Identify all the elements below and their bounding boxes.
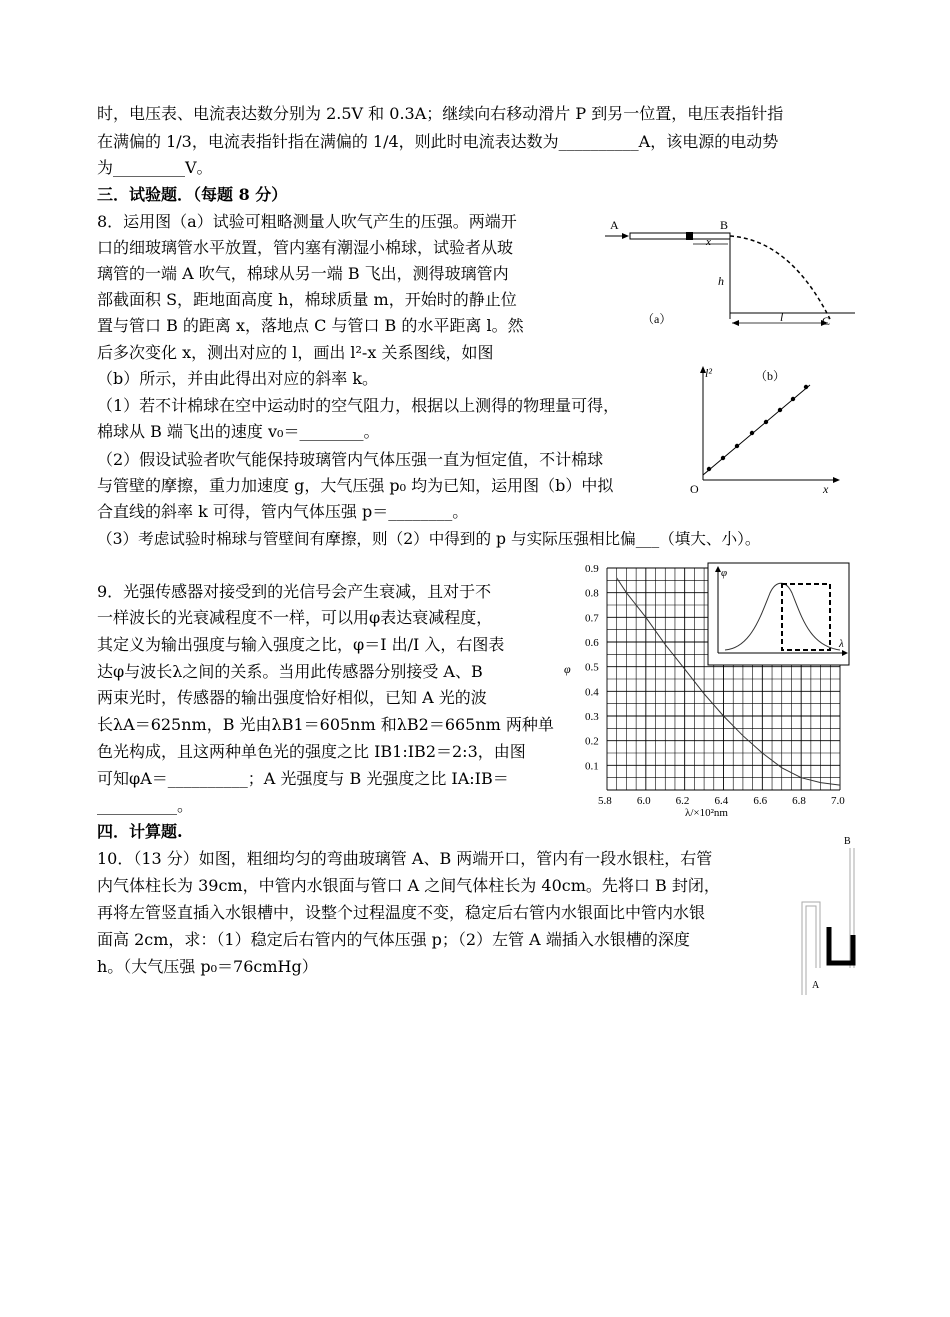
- q9-line-7: 色光构成，且这两种单色光的强度之比 IB1:IB2＝2:3，由图: [97, 742, 526, 761]
- intro-line-1: 时，电压表、电流表达数分别为 2.5V 和 0.3A；继续向右移动滑片 P 到另一位置，电压表指针指: [97, 104, 784, 123]
- x-tick-label: 6.6: [753, 795, 768, 807]
- x-tick-label: 6.0: [636, 795, 651, 807]
- y-tick-label: 0.7: [585, 612, 599, 625]
- y-tick-label: 0.5: [585, 661, 599, 674]
- glass-tube: [630, 233, 730, 239]
- fig-a-label-A: A: [610, 218, 619, 232]
- q9-chart: [560, 558, 860, 820]
- q9-line-3: 其定义为输出强度与输入强度之比，φ＝I 出/I 入，右图表: [97, 635, 505, 654]
- q8-line-6: 后多次变化 x，测出对应的 l，画出 l²-x 关系图线，如图: [97, 343, 494, 362]
- q8-part3: （3）考虑试验时棉球与管壁间有摩擦，则（2）中得到的 p 与实际压强相比偏___（填大、小）。: [97, 530, 761, 548]
- q9-line-9: __________。: [97, 796, 194, 815]
- fig-a-caption: （a）: [642, 312, 672, 326]
- tube-label-A: A: [812, 980, 820, 991]
- cotton-ball: [686, 232, 693, 240]
- q8-part2-line-a: （2）假设试验者吹气能保持玻璃管内气体压强一直为恒定值，不计棉球: [97, 450, 604, 469]
- y-tick-label: 0.6: [585, 637, 599, 649]
- l-arrow-left-icon: [732, 320, 739, 326]
- fig-b-point: [791, 397, 795, 401]
- y-tick-label: 0.8: [585, 587, 599, 600]
- q10-line-2: 内气体柱长为 39cm，中管内水银面与管口 A 之间气体柱长为 40cm。先将口 B 封闭，: [97, 876, 720, 895]
- q8-part2-line-b: 与管壁的摩擦，重力加速度 g，大气压强 p₀ 均为已知，运用图（b）中拟: [97, 476, 614, 495]
- intro-line-3: 为_________V。: [97, 158, 213, 177]
- fig-b-point: [750, 431, 754, 435]
- figure-b: [685, 365, 845, 497]
- arrow-head-icon: [622, 233, 629, 239]
- q10-line-5: h。（大气压强 p₀＝76cmHg）: [97, 957, 318, 976]
- section-3-heading: 三．试验题．（每题 8 分）: [97, 185, 288, 204]
- fig-b-xlabel: x: [823, 482, 829, 496]
- x-tick-label: 6.8: [792, 795, 806, 807]
- inset-ylabel: φ: [721, 567, 728, 579]
- q10-line-3: 再将左管竖直插入水银槽中，设整个过程温度不变，稳定后右管内水银面比中管内水银: [97, 903, 706, 922]
- y-tick-label: 0.9: [585, 563, 599, 575]
- q10-line-1: 10．（13 分）如图，粗细均匀的弯曲玻璃管 A、B 两端开口，管内有一段水银柱，右管: [97, 849, 713, 868]
- q8-part2-line-c: 合直线的斜率 k 可得，管内气体压强 p＝________。: [97, 502, 469, 521]
- y-tick-label: 0.4: [585, 686, 599, 699]
- inset-xlabel: λ: [839, 638, 844, 650]
- tube-label-B: B: [844, 836, 851, 847]
- y-tick-label: 0.2: [585, 735, 599, 748]
- y-tick-label: 0.1: [585, 760, 599, 773]
- q10-tube-figure: [800, 830, 870, 1000]
- q8-line-7: （b）所示，并由此得出对应的斜率 k。: [97, 369, 379, 388]
- fig-a-label-h: h: [718, 274, 724, 288]
- fig-b-caption: （b）: [755, 369, 786, 383]
- q9-line-6: 长λA＝625nm，B 光由λB1＝605nm 和λB2＝665nm 两种单: [97, 715, 554, 734]
- q8-line-2: 口的细玻璃管水平放置，管内塞有潮湿小棉球，试验者从玻: [97, 238, 514, 257]
- x-tick-label: 6.2: [675, 795, 690, 807]
- q9-line-4: 达φ与波长λ之间的关系。当用此传感器分别接受 A、B: [97, 662, 483, 681]
- fig-b-x-arrow-icon: [833, 477, 840, 483]
- x-tick-label: 6.4: [714, 795, 729, 807]
- fig-a-label-C: C: [822, 314, 831, 328]
- chart-ylabel: φ: [564, 662, 571, 676]
- section-4-heading: 四．计算题.: [97, 822, 183, 841]
- q8-line-1: 8．运用图（a）试验可粗略测量人吹气产生的压强。两端开: [97, 212, 517, 231]
- fig-b-point: [764, 420, 768, 424]
- q9-line-1: 9．光强传感器对接受到的光信号会产生衰减，且对于不: [97, 582, 492, 601]
- fig-b-ylabel: l²: [705, 366, 712, 380]
- trajectory-curve: [730, 236, 830, 319]
- q9-line-2: 一样波长的光衰减程度不一样，可以用φ表达衰减程度，: [97, 608, 493, 627]
- fig-a-label-x: x: [706, 236, 711, 248]
- q8-part1-line-a: （1）若不计棉球在空中运动时的空气阻力，根据以上测得的物理量可得，: [97, 396, 620, 415]
- fig-b-point: [778, 408, 782, 412]
- fig-b-point: [721, 456, 725, 460]
- fig-b-point: [707, 467, 711, 471]
- chart-inset: [708, 563, 849, 665]
- intro-line-2: 在满偏的 1/3，电流表指针指在满偏的 1/4，则此时电流表达数为__________A，该电源的电动势: [97, 132, 779, 151]
- q8-line-3: 璃管的一端 A 吹气，棉球从另一端 B 飞出，测得玻璃管内: [97, 264, 509, 283]
- q8-line-4: 部截面积 S，距地面高度 h，棉球质量 m，开始时的静止位: [97, 290, 517, 309]
- fig-a-label-B: B: [720, 218, 729, 232]
- q9-line-8: 可知φA＝__________；A 光强度与 B 光强度之比 IA:IB＝: [97, 769, 509, 788]
- fig-b-origin: O: [690, 482, 699, 496]
- q10-line-4: 面高 2cm，求：（1）稳定后右管内的气体压强 p；（2）左管 A 端插入水银槽的深度: [97, 930, 690, 949]
- q8-line-5: 置与管口 B 的距离 x，落地点 C 与管口 B 的水平距离 l。然: [97, 316, 524, 335]
- mercury-column: [829, 927, 853, 963]
- figure-a: [600, 215, 860, 335]
- q8-part1-line-b: 棉球从 B 端飞出的速度 v₀＝________。: [97, 422, 380, 441]
- q9-line-5: 两束光时，传感器的输出强度恰好相似，已知 A 光的波: [97, 688, 487, 707]
- x-tick-label: 5.8: [598, 795, 612, 807]
- x-tick-label: 7.0: [831, 795, 845, 807]
- fig-b-point: [804, 385, 808, 389]
- y-tick-label: 0.3: [585, 711, 599, 723]
- chart-xlabel: λ/×10²nm: [685, 807, 728, 819]
- fig-a-label-l: l: [780, 310, 784, 324]
- fig-b-point: [735, 444, 739, 448]
